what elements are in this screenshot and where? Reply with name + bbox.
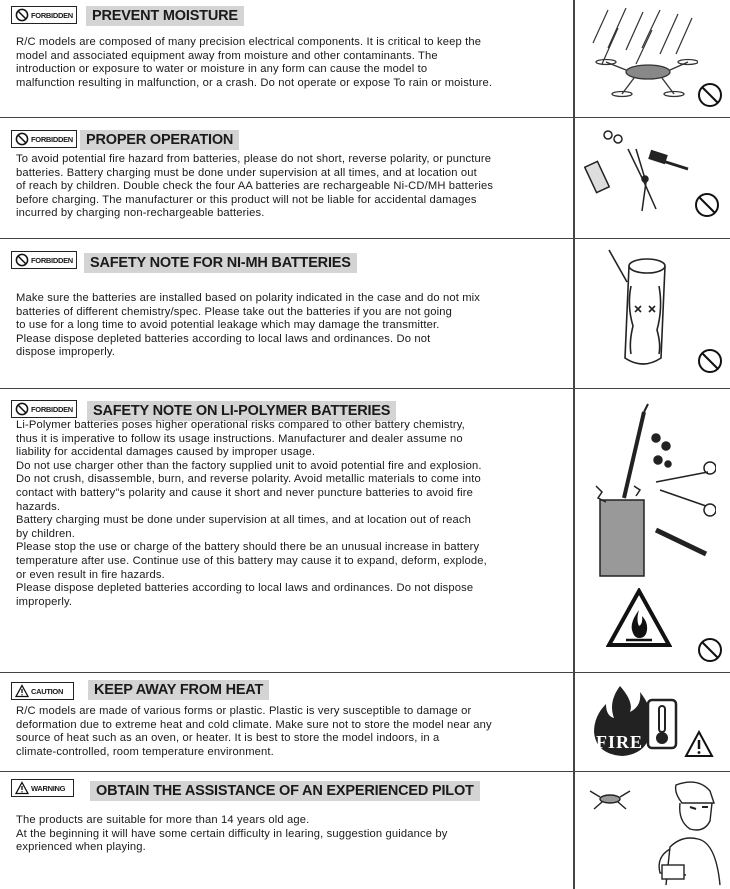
section-title: OBTAIN THE ASSISTANCE OF AN EXPERIENCED PILOT bbox=[90, 781, 480, 801]
section-lipo-batteries bbox=[0, 388, 730, 673]
fire-label: FIRE bbox=[596, 732, 644, 752]
body-line: Make sure the batteries are installed based on polarity indicated in the case and do not mix bbox=[16, 292, 481, 304]
body-line: introduction or exposure to water or moisture in any form can cause the model to bbox=[16, 63, 428, 76]
forbidden-badge bbox=[11, 130, 77, 148]
body-line: model and associated equipment away from moisture and other contaminants. The bbox=[16, 49, 438, 62]
body-line: Do not use charger other than the factory supplied unit to avoid potential fire and explosion. bbox=[16, 459, 482, 472]
badge-label: FORBIDDEN bbox=[31, 10, 73, 20]
body-line: At the beginning it will have some certain difficulty in learing, suggestion guidance by bbox=[16, 827, 448, 840]
body-line: before charging. The manufacturer or this product will not be liable for accidental damages bbox=[16, 193, 477, 206]
section-keep-away-heat bbox=[0, 672, 730, 772]
body-line: of reach by children. Double check the four AA batteries are rechargeable Ni-CD/MH batteries bbox=[16, 180, 494, 193]
body-line: by children. bbox=[16, 527, 76, 540]
section-experienced-pilot bbox=[0, 771, 730, 889]
body-line: batteries of different chemistry/spec. Please take out the batteries if you are not going bbox=[16, 305, 453, 318]
prohibited-icon bbox=[15, 8, 29, 22]
caution-triangle-icon bbox=[684, 730, 714, 758]
body-line: deformation due to extreme heat and cold climate. Make sure not to store the model near any bbox=[16, 718, 492, 731]
body-line: batteries. Battery charging must be done under supervision at all times, and at location out bbox=[16, 166, 477, 179]
section-body bbox=[16, 419, 566, 609]
prohibited-icon bbox=[694, 192, 720, 218]
body-line: temperature after use. Continue use of this battery may cause it to expand, deform, explode, bbox=[16, 554, 487, 567]
body-line: R/C models are made of various forms or plastic. Plastic is very susceptible to damage or bbox=[16, 705, 472, 717]
body-line: Please dispose depleted batteries according to local laws and ordinances. Do not bbox=[16, 332, 431, 345]
section-nimh-batteries bbox=[0, 238, 730, 389]
body-line: exprienced when playing. bbox=[16, 841, 146, 854]
section-body bbox=[16, 292, 566, 360]
caution-badge bbox=[11, 682, 74, 700]
section-title: KEEP AWAY FROM HEAT bbox=[88, 680, 269, 700]
badge-label: FORBIDDEN bbox=[31, 404, 73, 414]
pilot-with-drone-illustration bbox=[586, 777, 726, 887]
body-line: liability for accidental damages caused by improper usage. bbox=[16, 446, 316, 459]
warning-triangle-icon bbox=[15, 781, 29, 795]
badge-label: WARNING bbox=[31, 783, 66, 793]
warning-badge bbox=[11, 779, 74, 797]
rain-on-drone-illustration bbox=[588, 8, 698, 108]
leaking-battery-illustration bbox=[605, 246, 675, 374]
body-line: To avoid potential fire hazard from batteries, please do not short, reverse polarity, or puncture bbox=[16, 153, 492, 165]
column-divider bbox=[573, 0, 575, 889]
body-line: improperly. bbox=[16, 595, 73, 608]
tools-illustration bbox=[584, 127, 694, 217]
body-line: dispose improperly. bbox=[16, 346, 116, 359]
badge-label: FORBIDDEN bbox=[31, 255, 73, 265]
section-title: SAFETY NOTE FOR NI-MH BATTERIES bbox=[84, 253, 357, 273]
prohibited-icon bbox=[697, 637, 723, 663]
body-line: source of heat such as an oven, or heater. It is best to store the model indoors, in a bbox=[16, 732, 440, 745]
section-body bbox=[16, 705, 566, 759]
forbidden-badge bbox=[11, 6, 77, 24]
body-line: malfunction resulting in malfunction, or a crash. Do not operate or expose To rain or moisture. bbox=[16, 76, 493, 89]
body-line: contact with battery"s polarity and cause it short and never puncture batteries to avoid fire bbox=[16, 486, 473, 499]
prohibited-icon bbox=[15, 132, 29, 146]
section-prevent-moisture bbox=[0, 0, 730, 118]
body-line: The products are suitable for more than 14 years old age. bbox=[16, 814, 310, 826]
body-line: Please dispose depleted batteries according to local laws and ordinances. Do not dispose bbox=[16, 582, 474, 595]
body-line: to use for a long time to avoid potential leakage which may damage the transmitter. bbox=[16, 319, 440, 332]
body-line: incurred by charging non-rechargeable batteries. bbox=[16, 207, 265, 220]
body-line: thus it is imperative to follow its usage instructions. Manufacturer and dealer assume no bbox=[16, 432, 463, 445]
body-line: Li-Polymer batteries poses higher operational risks compared to other battery chemistry, bbox=[16, 419, 465, 431]
section-title: PREVENT MOISTURE bbox=[86, 6, 244, 26]
forbidden-badge bbox=[11, 251, 77, 269]
prohibited-icon bbox=[15, 253, 29, 267]
section-body bbox=[16, 814, 566, 855]
body-line: R/C models are composed of many precision electrical components. It is critical to keep the bbox=[16, 36, 482, 48]
badge-label: FORBIDDEN bbox=[31, 134, 73, 144]
section-body bbox=[16, 153, 566, 221]
body-line: hazards. bbox=[16, 500, 61, 513]
badge-label: CAUTION bbox=[31, 686, 64, 696]
body-line: Battery charging must be done under supervision at all times, and at location out of reach bbox=[16, 514, 472, 527]
forbidden-badge bbox=[11, 400, 77, 418]
body-line: Do not crush, disassemble, burn, and reverse polarity. Avoid metallic materials to come into bbox=[16, 473, 481, 486]
prohibited-icon bbox=[15, 402, 29, 416]
section-body bbox=[16, 36, 566, 90]
warning-triangle-icon bbox=[15, 684, 29, 698]
prohibited-icon bbox=[697, 82, 723, 108]
body-line: or even result in fire hazards. bbox=[16, 568, 165, 581]
section-title: PROPER OPERATION bbox=[80, 130, 239, 150]
section-title: SAFETY NOTE ON LI-POLYMER BATTERIES bbox=[87, 401, 396, 421]
section-proper-operation bbox=[0, 117, 730, 239]
lipo-hazards-illustration bbox=[586, 402, 716, 580]
fire-hazard-icon bbox=[606, 588, 672, 648]
prohibited-icon bbox=[697, 348, 723, 374]
body-line: Please stop the use or charge of the battery should there be an unusual increase in battery bbox=[16, 541, 480, 554]
body-line: climate-controlled, room temperature environment. bbox=[16, 745, 274, 758]
